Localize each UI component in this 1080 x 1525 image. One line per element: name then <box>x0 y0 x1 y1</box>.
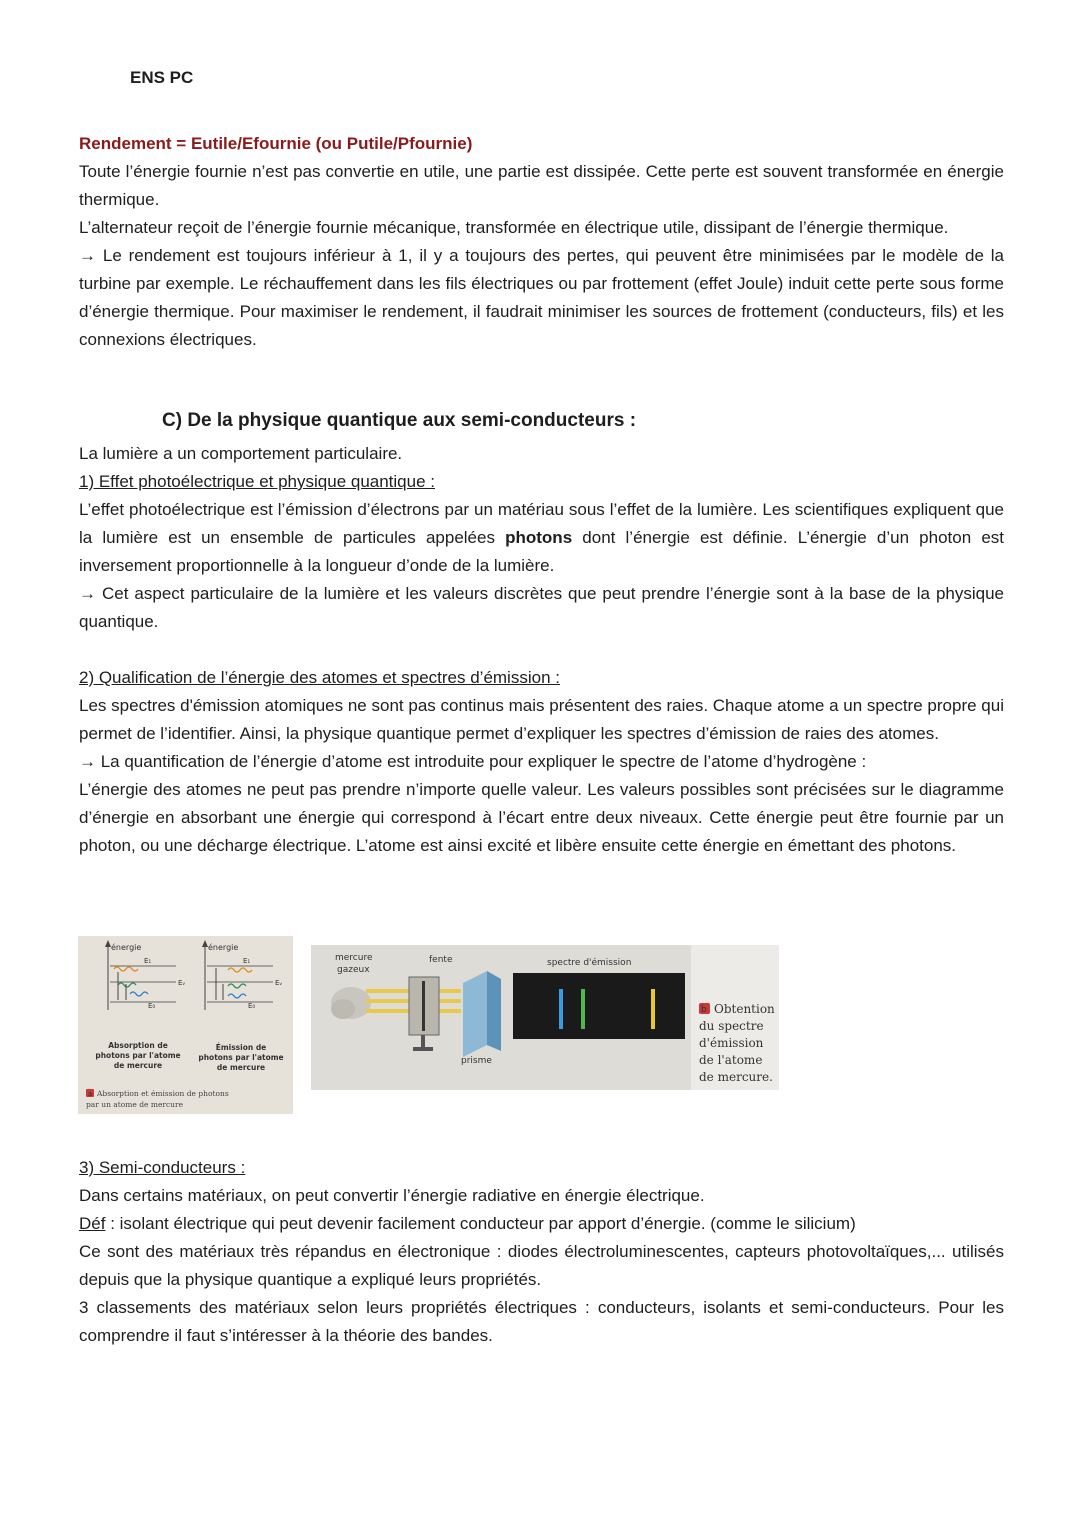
material-classes: 3 classements des matériaux selon leurs propriétés électriques : conducteurs, isolants et semi-conducteurs. Pour les comprendre il faut s’intéresser à la théorie des bandes. <box>79 1298 1004 1345</box>
subsection-2-title: 2) Qualification de l’énergie des atomes et spectres d’émission : <box>79 668 560 687</box>
rendement-paragraph-3: → Le rendement est toujours inférieur à 1, il y a toujours des pertes, qui peuvent être minimisées par le modèle de la turbine par exemple. Le réchauffement dans les fils électriques ou par frottement (effet Joule) induit cette perte sous forme d’énergie thermique. Pour maximiser le rendement, il faudrait minimiser les sources de frottement (conducteurs, fils) et les connexions électriques. <box>79 246 1004 349</box>
rendement-title: Rendement = Eutile/Efournie (ou Putile/Pfournie) <box>79 134 473 153</box>
hydrogen-paragraph: → La quantification de l’énergie d’atome est introduite pour expliquer le spectre de l’atome d’hydrogène : <box>79 752 867 771</box>
label-mercure-line-1: mercure <box>335 953 373 963</box>
photoelectric-text-a: L’effet photoélectrique est l’émission d’électrons par un matériau sous l’effet de la lumière. Les scientifiques expliquent que la lumière est un ensemble de particules appelées <box>79 500 1004 547</box>
spectral-line-yellow <box>651 989 655 1029</box>
level-e1-right-label: E₁ <box>243 957 251 965</box>
caption-left-line-3: de mercure <box>113 1061 163 1070</box>
section-c-part-3 <box>79 1154 1004 1350</box>
energy-axis-right-label: énergie <box>208 943 239 952</box>
slit-base <box>413 1047 433 1051</box>
figure-b-caption-line-3: d'émission <box>699 1036 764 1050</box>
photon-orange-left <box>114 967 138 971</box>
photon-orange-right <box>228 968 252 972</box>
photoelectric-paragraph <box>79 496 1004 580</box>
definition-text: : isolant électrique qui peut devenir facilement conducteur par apport d’énergie. (comme le silicium) <box>105 1214 856 1233</box>
semiconductor-intro: Dans certains matériaux, on peut convertir l’énergie radiative en énergie électrique. <box>79 1186 705 1205</box>
mercury-gas-cloud-2 <box>331 999 355 1019</box>
photon-green-left <box>118 983 136 987</box>
rendement-paragraph-2: L’alternateur reçoit de l’énergie fournie mécanique, transformée en électrique utile, dissipant de l’énergie thermique. <box>79 218 949 237</box>
label-mercure-line-2: gazeux <box>337 965 370 975</box>
label-spectre: spectre d'émission <box>547 958 632 968</box>
slit-stand <box>421 1035 425 1049</box>
spectra-paragraph: Les spectres d'émission atomiques ne sont pas continus mais présentent des raies. Chaque atome a un spectre propre qui permet de l’identifier. Ainsi, la physique quantique permet d’expliquer les spectres d’émission de raies des atomes. <box>79 696 1004 743</box>
spectral-line-green <box>581 989 585 1029</box>
slit-opening <box>422 981 425 1031</box>
spectrum-screen <box>513 973 685 1039</box>
subsection-3-title: 3) Semi-conducteurs : <box>79 1158 246 1177</box>
section-c-title: C) De la physique quantique aux semi-conducteurs : <box>162 410 637 431</box>
rendement-paragraph-1: Toute l’énergie fournie n’est pas convertie en utile, une partie est dissipée. Cette perte est souvent transformée en énergie thermique. <box>79 162 1004 209</box>
rendement-section <box>79 130 1004 354</box>
caption-right-line-2: photons par l'atome <box>198 1053 284 1062</box>
section-c-intro: La lumière a un comportement particulaire. <box>79 444 403 463</box>
energy-levels-paragraph: L’énergie des atomes ne peut pas prendre n’importe quelle valeur. Les valeurs possibles sont précisées sur le diagramme d’énergie en absorbant une énergie qui correspond à l’écart entre deux niveaux. Cette énergie peut être fournie par un photon, ou une décharge électrique. L’atome est ainsi excité et libère ensuite cette énergie en émettant des photons. <box>79 780 1004 855</box>
figure-b-badge-letter: b <box>701 1005 707 1015</box>
figure-a-badge-letter: a <box>88 1090 93 1098</box>
caption-panel <box>691 945 779 1090</box>
prism-face <box>463 971 487 1057</box>
figure-b-caption-line-4: de l'atome <box>699 1053 763 1067</box>
section-c-part-1 <box>79 440 1004 636</box>
photon-blue-right <box>228 994 246 998</box>
semiconductor-uses: Ce sont des matériaux très répandus en électronique : diodes électroluminescentes, capteurs photovoltaïques,... utilisés depuis que la physique quantique a expliqué leurs propriétés. <box>79 1242 1004 1289</box>
photons-term: photons <box>505 528 573 547</box>
prism-side <box>487 971 501 1051</box>
energy-diagram-svg <box>78 936 293 1114</box>
page-header: ENS PC <box>130 68 194 87</box>
figure-b-caption-line-1: Obtention <box>714 1002 775 1016</box>
level-ev-left-label: Eᵥ <box>178 979 186 987</box>
spectral-line-blue <box>559 989 563 1029</box>
figure-a-caption-line-1: Absorption et émission de photons <box>97 1089 229 1098</box>
level-ev-right-label: Eᵥ <box>275 979 283 987</box>
caption-right-line-3: de mercure <box>216 1063 266 1072</box>
photon-green-right <box>228 984 246 988</box>
definition-paragraph <box>79 1210 1004 1238</box>
subsection-1-title: 1) Effet photoélectrique et physique quantique : <box>79 472 435 491</box>
definition-label: Déf <box>79 1214 106 1233</box>
figure-energy-diagram <box>78 936 293 1114</box>
emission-spectrum-svg <box>311 945 779 1090</box>
section-c-part-2 <box>79 664 1004 860</box>
energy-axis-left-label: énergie <box>111 943 142 952</box>
quantum-paragraph: → Cet aspect particulaire de la lumière et les valeurs discrètes que peut prendre l’énergie sont à la base de la physique quantique. <box>79 584 1004 631</box>
label-prisme: prisme <box>461 1056 492 1066</box>
label-fente: fente <box>429 955 453 965</box>
caption-right-line-1: Émission de <box>215 1043 267 1052</box>
figure-b-caption-line-5: de mercure. <box>699 1070 773 1084</box>
figure-b-caption-line-2: du spectre <box>699 1019 764 1033</box>
caption-left-line-1: Absorption de <box>108 1041 168 1050</box>
figure-a-caption-line-2: par un atome de mercure <box>86 1100 184 1109</box>
level-e1-left-label: E₁ <box>144 957 152 965</box>
level-e0-right-label: E₀ <box>248 1002 256 1010</box>
photon-blue-left <box>130 992 148 996</box>
photoelectric-text-b: dont l’énergie est définie. L’énergie d’un photon est inversement proportionnelle à la longueur d’onde de la lumière. <box>79 528 1004 575</box>
figure-emission-spectrum <box>311 945 779 1090</box>
caption-left-line-2: photons par l'atome <box>95 1051 181 1060</box>
level-e0-left-label: E₀ <box>148 1002 156 1010</box>
